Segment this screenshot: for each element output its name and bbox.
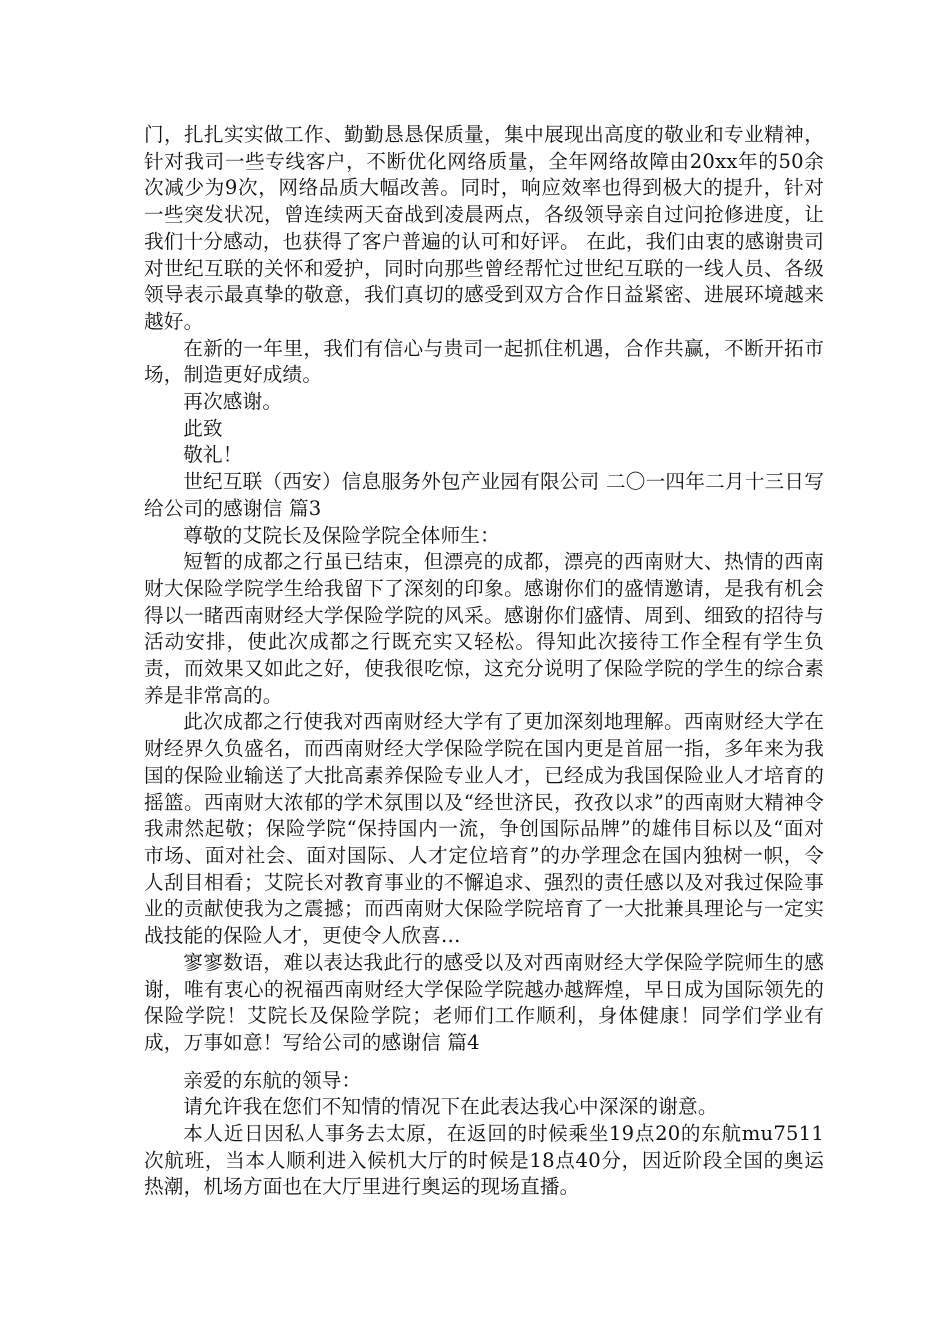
paragraph: 敬礼！ — [183, 443, 243, 467]
paragraph: 亲爱的东航的领导： — [183, 1068, 362, 1092]
paragraph: 门，扎扎实实做工作、勤勤恳恳保质量，集中展现出高度的敬业和专业精神，针对我司一些专线客户，不断优化网络质量，全年网络故障由20xx年的50余次减少为9次，网络品质大幅改善。同时，响应效率也得到极大的提升，针对一些突发状况，曾连续两天奋战到凌晨两点，各级领导亲自过问抢修进度，让我们十分感动，也获得了客户普遍的认可和好评。 在此，我们由衷的感谢贵司对世纪互联的关怀和爱护，同时向那些曾经帮忙过世纪互联的一线人员、各级领导表示最真挚的敬意，我们真切的感受到双方合作日益紧密、进展环境越来越好。 — [144, 123, 824, 333]
paragraph: 世纪互联（西安）信息服务外包产业园有限公司 二〇一四年二月十三日写给公司的感谢信 篇3 — [144, 470, 824, 520]
paragraph: 在新的一年里，我们有信心与贵司一起抓住机遇，合作共赢，不断开拓市场，制造更好成绩。 — [144, 336, 824, 387]
document-body — [144, 122, 824, 1201]
paragraph-spacer — [144, 1057, 824, 1068]
paragraph: 再次感谢。 — [183, 390, 283, 414]
paragraph: 本人近日因私人事务去太原，在返回的时候乘坐19点20的东航mu7511次航班，当本人顺利进入候机大厅的时候是18点40分，因近阶段全国的奥运热潮，机场方面也在大厅里进行奥运的现场直播。 — [144, 1122, 824, 1199]
paragraph: 此致 — [183, 416, 223, 440]
paragraph: 此次成都之行使我对西南财经大学有了更加深刻地理解。西南财经大学在财经界久负盛名，而西南财经大学保险学院在国内更是首屈一指，多年来为我国的保险业输送了大批高素养保险专业人才，已经成为我国保险业人才培育的摇篮。西南财大浓郁的学术氛围以及“经世济民，孜孜以求”的西南财大精神令我肃然起敬；保险学院“保持国内一流，争创国际品牌”的雄伟目标以及“面对市场、面对社会、面对国际、人才定位培育”的办学理念在国内独树一帜，令人刮目相看；艾院长对教育事业的不懈追求、强烈的责任感以及对我过保险事业的贡献使我为之震撼；而西南财大保险学院培育了一大批兼具理论与一定实战技能的保险人才，更使令人欣喜… — [144, 710, 824, 948]
paragraph: 请允许我在您们不知情的情况下在此表达我心中深深的谢意。 — [183, 1095, 718, 1119]
paragraph: 短暂的成都之行虽已结束，但漂亮的成都，漂亮的西南财大、热情的西南财大保险学院学生给我留下了深刻的印象。感谢你们的盛情邀请，是我有机会得以一睹西南财经大学保险学院的风采。感谢你们盛情、周到、细致的招待与活动安排，使此次成都之行既充实又轻松。得知此次接待工作全程有学生负责，而效果又如此之好，使我很吃惊，这充分说明了保险学院的学生的综合素养是非常高的。 — [144, 550, 824, 707]
paragraph: 尊敬的艾院长及保险学院全体师生： — [183, 523, 500, 547]
paragraph: 寥寥数语，难以表达我此行的感受以及对西南财经大学保险学院师生的感谢，唯有衷心的祝福西南财经大学保险学院越办越辉煌，早日成为国际领先的保险学院！艾院长及保险学院；老师们工作顺利，身体健康！同学们学业有成，万事如意！写给公司的感谢信 篇4 — [144, 950, 824, 1054]
